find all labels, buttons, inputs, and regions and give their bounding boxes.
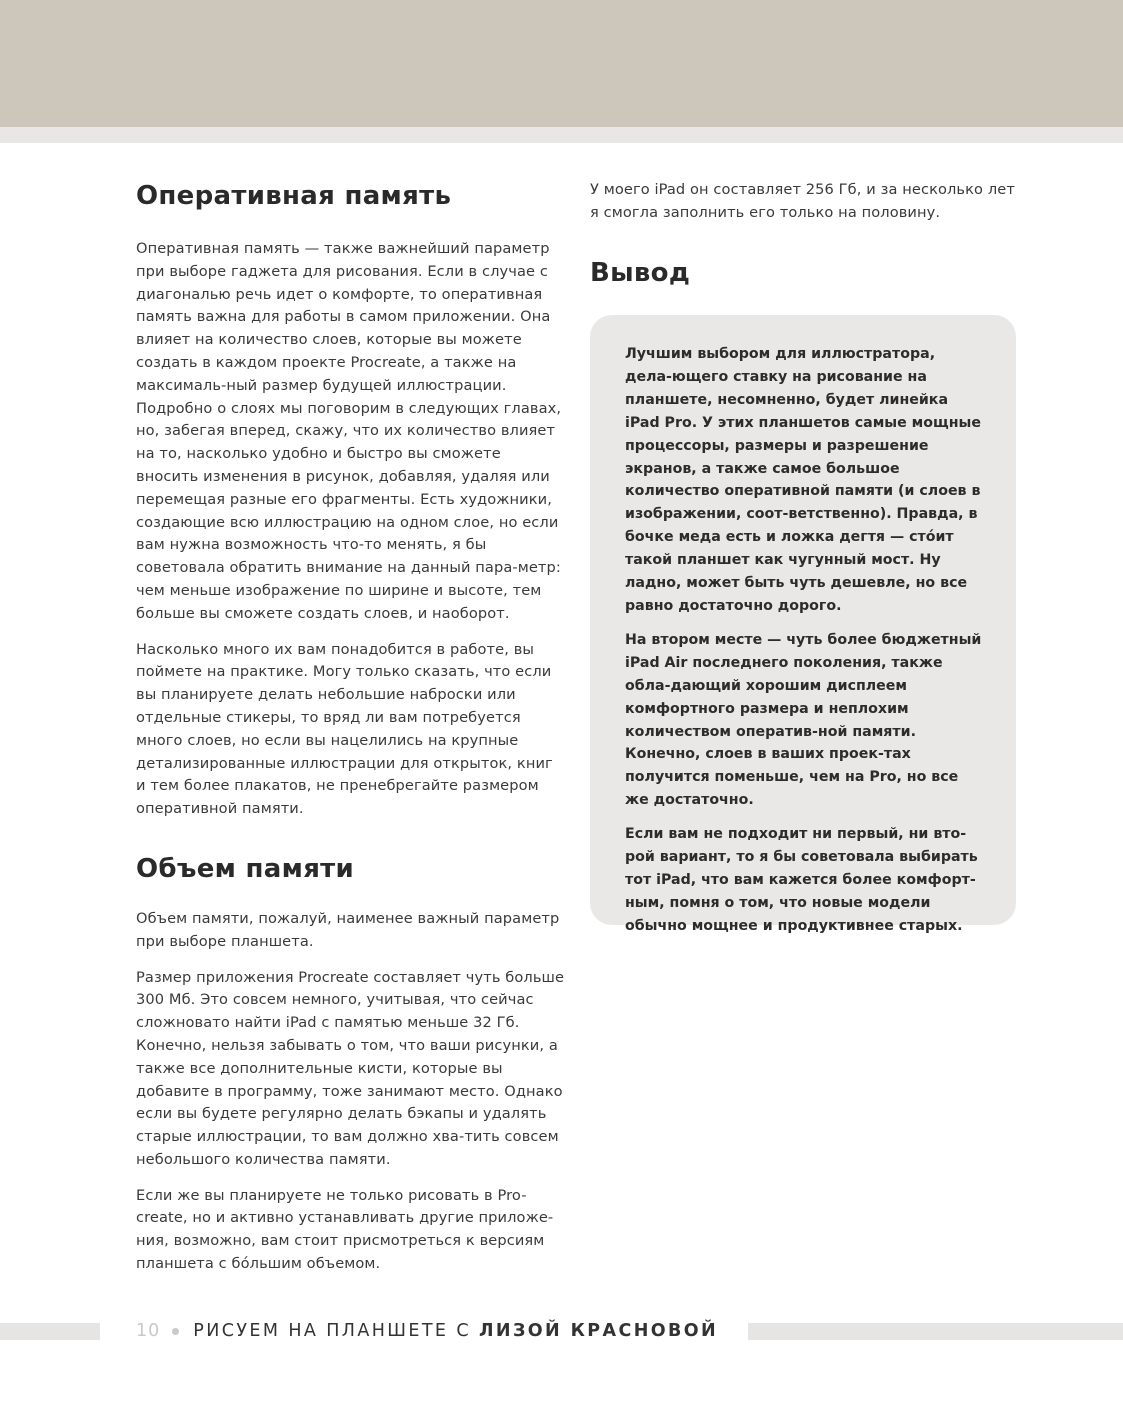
ram-paragraph-1: Оперативная память — также важнейший параметр при выборе гаджета для рисования. Если в случае с диагональю речь идет о комфорте, то оперативная память важна для работы в самом приложении. Она влияет на количество слоев, которые вы можете создать в каждом проекте Procreate, а также на максималь-ный размер будущей иллюстрации. Подробно о слоях мы поговорим в следующих главах, но, забегая вперед, скажу, что их количество влияет на то, насколько удобно и быстро вы сможете вносить изменения в рисунок, добавляя, удаляя или перемещая разные его фрагменты. Есть художники, создающие всю иллюстрацию на одном слое, но если вам нужна возможность что-то менять, я бы советовала обратить внимание на данный пара-метр: чем меньше изображение по ширине и высоте, тем больше вы сможете создать слоев, и наоборот.: [136, 240, 562, 622]
callout-paragraph-2: На втором месте — чуть более бюджетный iPad Air последнего поколения, также обла-дающий хорошим дисплеем комфортного размера и неплохим количеством оператив-ной памяти. Конечно, слоев в ваших проек-тах получится поменьше, чем на Pro, но все же достаточно.: [625, 631, 982, 809]
bullet-dot-icon: [172, 1328, 179, 1335]
callout-paragraph-3: Если вам не подходит ни первый, ни вто-рой вариант, то я бы советовала выбирать тот iPad, что вам кажется более комфорт-ным, помня о том, что новые модели обычно мощнее и продуктивнее старых.: [625, 826, 978, 934]
left-column: [136, 178, 566, 1289]
ram-paragraph-2: Насколько много их вам понадобится в работе, вы поймете на практике. Могу только сказать, что если вы планируете делать небольшие наброски или отдельные стикеры, то вряд ли вам потребуется много слоев, но если вы нацелились на крупные детализированные иллюстрации для открыток, книг и тем более плакатов, не пренебрегайте размером оперативной памяти.: [136, 640, 553, 818]
author-name: ЛИЗОЙ КРАСНОВОЙ: [478, 1321, 719, 1341]
conclusion-callout-box: [590, 315, 1016, 934]
section-heading-storage: Объем памяти: [136, 853, 355, 884]
header-strip: [0, 127, 1123, 143]
footer-bar-left: [0, 1323, 100, 1340]
page-number: 10: [136, 1321, 161, 1341]
storage-paragraph-2: Размер приложения Procreate составляет чуть больше 300 Мб. Это совсем немного, учитывая, что сейчас сложновато найти iPad с памятью меньше 32 Гб. Конечно, нельзя забывать о том, что ваши рисунки, а также все дополнительные кисти, которые вы добавите в программу, тоже занимают место. Однако если вы будете регулярно делать бэкапы и удалять старые иллюстрации, то вам должно хва-тить совсем небольшого количества памяти.: [136, 968, 565, 1168]
storage-paragraph-3: Если же вы планируете не только рисовать в Pro-create, но и активно устанавливать другие приложе-ния, возможно, вам стоит присмотреться к версиям планшета с бо́льшим объемом.: [136, 1186, 554, 1273]
section-heading-ram: Оперативная память: [136, 181, 452, 211]
running-footer: [136, 1318, 718, 1344]
storage-paragraph-1: Объем памяти, пожалуй, наименее важный параметр при выборе планшета.: [136, 909, 560, 950]
book-title: РИСУЕМ НА ПЛАНШЕТЕ С: [193, 1321, 471, 1341]
header-band: [0, 0, 1123, 127]
footer-bar-right: [748, 1323, 1123, 1340]
section-heading-conclusion: Вывод: [590, 257, 691, 288]
callout-paragraph-1: Лучшим выбором для иллюстратора, дела-ющего ставку на рисование на планшете, несомненно, будет линейка iPad Pro. У этих планшетов самые мощные процессоры, размеры и разрешение экранов, а также самое большое количество оперативной памяти (и слоев в изображении, соот-ветственно). Правда, в бочке меда есть и ложка дегтя — сто́ит такой планшет как чугунный мост. Ну ладно, может быть чуть дешевле, но все равно достаточно дорого.: [625, 346, 981, 614]
storage-continuation-paragraph: У моего iPad он составляет 256 Гб, и за несколько лет я смогла заполнить его только на половину.: [590, 181, 1015, 221]
right-column: [590, 179, 1020, 291]
